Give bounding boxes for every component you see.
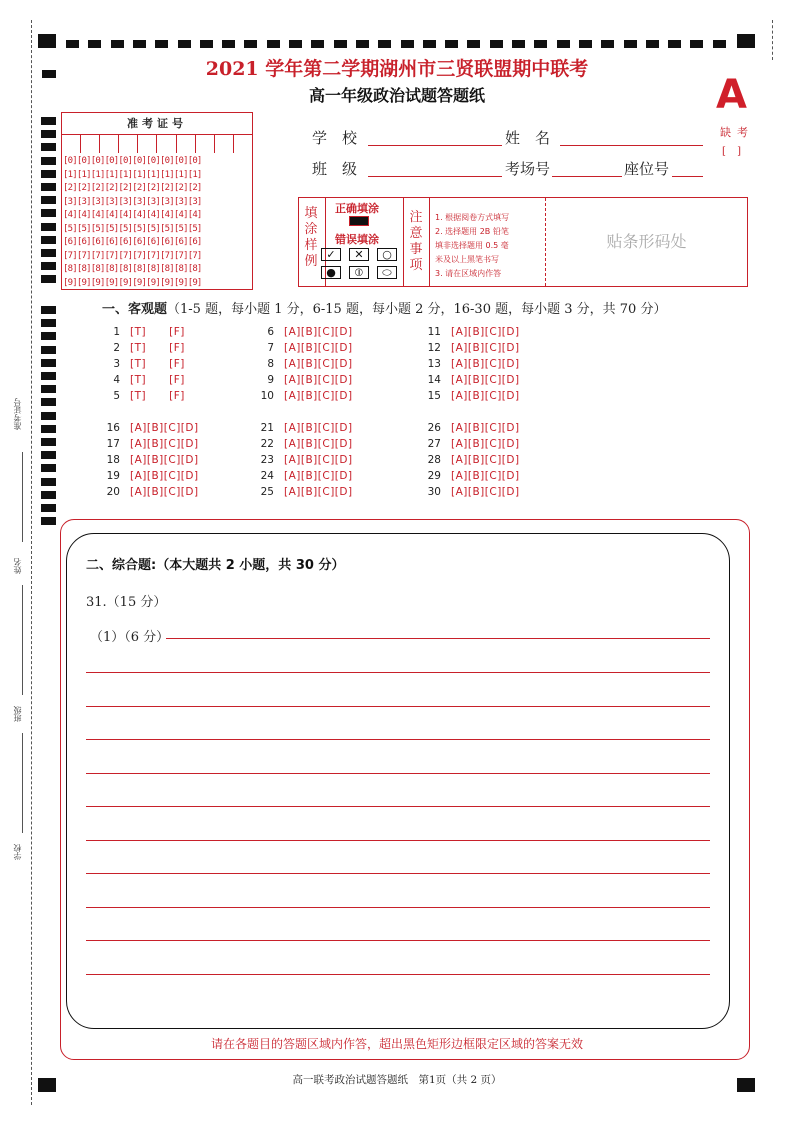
timing-mark <box>41 504 56 512</box>
fill-sample-box <box>298 197 748 287</box>
wrong-cross-icon: ✕ <box>349 248 369 261</box>
question-number: 23 <box>260 454 274 466</box>
timing-mark <box>41 275 56 283</box>
exam-id-bubble-row[interactable]: [6][6][6][6][6][6][6][6][6][6] <box>63 237 202 247</box>
question-number: 27 <box>427 438 441 450</box>
question-28[interactable] <box>425 454 520 466</box>
wrong-circle-icon: ○ <box>377 248 397 261</box>
timing-mark <box>41 398 56 406</box>
wrong-ellipse-icon: ⬭ <box>377 266 397 279</box>
side-rule <box>22 733 23 833</box>
timing-mark <box>133 40 146 48</box>
question-number: 18 <box>106 454 120 466</box>
answer-options[interactable]: [A][B][C][D] <box>451 326 520 338</box>
notice-heading: 注意事项 <box>409 210 423 273</box>
answer-options[interactable]: [A][B][C][D] <box>451 486 520 498</box>
question-6[interactable] <box>258 326 353 338</box>
answer-options[interactable]: [A][B][C][D] <box>451 422 520 434</box>
exam-id-bubble-row[interactable]: [9][9][9][9][9][9][9][9][9][9] <box>63 277 202 288</box>
question-number: 13 <box>427 358 441 370</box>
room-label: 考场号 <box>505 160 551 178</box>
timing-mark <box>41 412 56 420</box>
answer-line[interactable] <box>86 806 710 807</box>
timing-mark <box>41 372 56 380</box>
seat-label: 座位号 <box>624 160 670 178</box>
side-label-exam-id: 准考证号 <box>13 398 22 430</box>
question-23[interactable] <box>258 454 353 466</box>
answer-options[interactable]: [A][B][C][D] <box>284 438 353 450</box>
answer-options[interactable]: [A][B][C][D] <box>130 486 199 498</box>
answer-options[interactable]: [A][B][C][D] <box>130 470 199 482</box>
exam-id-write-cells[interactable] <box>62 135 252 153</box>
timing-mark <box>624 40 637 48</box>
exam-id-bubble-row[interactable]: [5][5][5][5][5][5][5][5][5][5] <box>63 223 202 234</box>
question-21[interactable] <box>258 422 353 434</box>
answer-line[interactable] <box>166 638 710 639</box>
notice-line: 填非选择题用 0.5 毫 <box>435 241 509 250</box>
question-29[interactable] <box>425 470 520 482</box>
timing-mark <box>579 40 592 48</box>
section1-title <box>102 298 666 317</box>
answer-options[interactable]: [T] [F] <box>130 374 185 386</box>
answer-options[interactable]: [A][B][C][D] <box>284 326 353 338</box>
timing-mark <box>41 306 56 314</box>
timing-mark <box>41 143 56 151</box>
timing-mark <box>490 40 503 48</box>
page-subtitle: 高一年级政治试题答题纸 <box>308 86 485 105</box>
timing-mark <box>289 40 302 48</box>
notice-line: 2. 选择题用 2B 铅笔 <box>435 227 509 236</box>
timing-mark <box>378 40 391 48</box>
timing-mark <box>41 346 56 354</box>
timing-mark <box>646 40 659 48</box>
exam-id-grid <box>61 112 253 290</box>
timing-mark <box>467 40 480 48</box>
question-10[interactable] <box>258 390 353 402</box>
answer-line[interactable] <box>86 739 710 740</box>
timing-mark <box>401 40 414 48</box>
answer-line[interactable] <box>86 706 710 707</box>
question-number: 11 <box>427 326 441 338</box>
class-field[interactable] <box>368 176 502 177</box>
corner-mark-top-left <box>38 34 56 48</box>
question-number: 28 <box>427 454 441 466</box>
exam-id-bubble-row[interactable]: [3][3][3][3][3][3][3][3][3][3] <box>63 196 202 207</box>
question-14[interactable] <box>425 374 520 386</box>
section1-title-bold: 一、客观题 <box>102 302 168 317</box>
side-label-name: 姓名 <box>13 558 22 574</box>
question-number: 19 <box>106 470 120 482</box>
seat-field[interactable] <box>672 176 703 177</box>
timing-mark <box>334 40 347 48</box>
question-number: 21 <box>260 422 274 434</box>
question-number: 26 <box>427 422 441 434</box>
timing-mark <box>41 183 56 191</box>
room-field[interactable] <box>552 176 622 177</box>
timing-mark <box>41 332 56 340</box>
name-field[interactable] <box>560 145 703 146</box>
paper-version-letter: A <box>716 72 747 118</box>
timing-mark <box>41 438 56 446</box>
question-22[interactable] <box>258 438 353 450</box>
question-26[interactable] <box>425 422 520 434</box>
barcode-area: 贴条形码处 <box>545 198 747 286</box>
timing-mark <box>41 209 56 217</box>
timing-mark <box>88 40 101 48</box>
question-number: 30 <box>427 486 441 498</box>
answer-line[interactable] <box>86 974 710 975</box>
notice-line: 1. 根据阅卷方式填写 <box>435 213 510 222</box>
name-label: 姓 名 <box>505 129 551 147</box>
timing-mark <box>41 319 56 327</box>
answer-line[interactable] <box>86 940 710 941</box>
timing-mark <box>41 249 56 257</box>
question-19[interactable] <box>104 470 199 482</box>
question-number: 10 <box>260 390 274 402</box>
timing-mark <box>66 40 79 48</box>
page-footer: 高一联考政治试题答题纸 第1页（共 2 页） <box>292 1074 502 1086</box>
section1-title-rest: （1-5 题，每小题 1 分，6-15 题，每小题 2 分，16-30 题，每小题 3 分，共 70 分） <box>167 302 667 317</box>
timing-mark <box>41 464 56 472</box>
wrong-check-icon: ✓ <box>321 248 341 261</box>
question-number: 20 <box>106 486 120 498</box>
answer-options[interactable]: [A][B][C][D] <box>130 438 199 450</box>
side-label-class: 班级 <box>13 706 22 722</box>
question-number: 14 <box>427 374 441 386</box>
question-12[interactable] <box>425 342 520 354</box>
answer-line[interactable] <box>86 840 710 841</box>
timing-mark <box>111 40 124 48</box>
timing-mark <box>41 425 56 433</box>
answer-options[interactable]: [A][B][C][D] <box>284 374 353 386</box>
question-number: 12 <box>427 342 441 354</box>
question-9[interactable] <box>258 374 353 386</box>
question-31-part-1-label: （1）（6 分） <box>90 630 170 645</box>
answer-options[interactable]: [T] [F] <box>130 326 185 338</box>
answer-options[interactable]: [A][B][C][D] <box>284 422 353 434</box>
question-30[interactable] <box>425 486 520 498</box>
question-31-label: 31.（15 分） <box>86 595 167 610</box>
question-2[interactable] <box>104 342 185 354</box>
section2-title: 二、综合题:（本大题共 2 小题，共 30 分） <box>86 558 345 573</box>
side-rule <box>22 585 23 695</box>
answer-options[interactable]: [A][B][C][D] <box>284 454 353 466</box>
timing-mark <box>41 223 56 231</box>
school-field[interactable] <box>368 145 502 146</box>
notice-line: 3. 请在区域内作答 <box>435 269 502 278</box>
timing-mark <box>690 40 703 48</box>
timing-mark <box>668 40 681 48</box>
timing-mark <box>178 40 191 48</box>
correct-fill-label: 正确填涂 <box>335 202 379 215</box>
answer-line[interactable] <box>86 873 710 874</box>
side-label-school: 学校 <box>13 844 22 860</box>
exam-id-bubble-row[interactable]: [2][2][2][2][2][2][2][2][2][2] <box>63 183 202 193</box>
timing-mark <box>534 40 547 48</box>
timing-mark <box>41 517 56 525</box>
timing-mark <box>601 40 614 48</box>
timing-mark <box>155 40 168 48</box>
binding-line <box>31 20 32 1105</box>
corner-mark-top-right <box>737 34 755 48</box>
question-4[interactable] <box>104 374 185 386</box>
answer-options[interactable]: [A][B][C][D] <box>284 390 353 402</box>
timing-mark <box>41 170 56 178</box>
timing-mark <box>267 40 280 48</box>
question-3[interactable] <box>104 358 185 370</box>
question-number: 15 <box>427 390 441 402</box>
answer-options[interactable]: [A][B][C][D] <box>451 342 520 354</box>
timing-mark <box>311 40 324 48</box>
timing-mark <box>41 359 56 367</box>
question-7[interactable] <box>258 342 353 354</box>
page-title: 2021 学年第二学期湖州市三贤联盟期中联考 <box>205 58 589 80</box>
question-25[interactable] <box>258 486 353 498</box>
correct-fill-swatch <box>349 216 369 226</box>
exam-id-label: 准考证号 <box>62 113 252 135</box>
question-18[interactable] <box>104 454 199 466</box>
answer-options[interactable]: [T] [F] <box>130 342 185 354</box>
question-number: 22 <box>260 438 274 450</box>
notice-line: 米及以上黑笔书写 <box>435 255 499 264</box>
question-13[interactable] <box>425 358 520 370</box>
timing-mark <box>41 385 56 393</box>
timing-mark <box>41 262 56 270</box>
question-5[interactable] <box>104 390 185 402</box>
question-16[interactable] <box>104 422 199 434</box>
question-number: 6 <box>267 326 274 338</box>
timing-mark <box>41 130 56 138</box>
answer-options[interactable]: [A][B][C][D] <box>284 470 353 482</box>
question-number: 8 <box>267 358 274 370</box>
question-number: 2 <box>113 342 120 354</box>
wrong-fill-label: 错误填涂 <box>335 233 379 246</box>
answer-options[interactable]: [A][B][C][D] <box>451 438 520 450</box>
timing-mark <box>41 117 56 125</box>
answer-options[interactable]: [A][B][C][D] <box>451 358 520 370</box>
exam-id-bubble-row[interactable]: [4][4][4][4][4][4][4][4][4][4] <box>63 210 202 220</box>
timing-mark <box>356 40 369 48</box>
exam-id-bubbles[interactable] <box>63 155 253 290</box>
answer-options[interactable]: [T] [F] <box>130 358 185 370</box>
answer-options[interactable]: [A][B][C][D] <box>284 486 353 498</box>
question-number: 9 <box>267 374 274 386</box>
answer-line[interactable] <box>86 773 710 774</box>
timing-mark <box>244 40 257 48</box>
timing-mark <box>41 491 56 499</box>
question-24[interactable] <box>258 470 353 482</box>
question-number: 29 <box>427 470 441 482</box>
answer-options[interactable]: [A][B][C][D] <box>451 470 520 482</box>
question-15[interactable] <box>425 390 520 402</box>
answer-options[interactable]: [A][B][C][D] <box>130 454 199 466</box>
exam-id-bubble-row[interactable]: [7][7][7][7][7][7][7][7][7][7] <box>63 250 202 261</box>
question-number: 4 <box>113 374 120 386</box>
question-number: 3 <box>113 358 120 370</box>
fill-sample-heading: 填涂样例 <box>304 206 318 269</box>
answer-line[interactable] <box>86 907 710 908</box>
timing-mark <box>41 236 56 244</box>
answer-region-warning: 请在各题目的答题区域内作答，超出黑色矩形边框限定区域的答案无效 <box>210 1037 583 1051</box>
timing-mark <box>557 40 570 48</box>
question-number: 5 <box>113 390 120 402</box>
school-label: 学 校 <box>312 129 358 147</box>
timing-mark <box>200 40 213 48</box>
question-27[interactable] <box>425 438 520 450</box>
timing-mark <box>423 40 436 48</box>
timing-mark <box>512 40 525 48</box>
question-number: 7 <box>267 342 274 354</box>
question-number: 25 <box>260 486 274 498</box>
answer-options[interactable]: [A][B][C][D] <box>451 454 520 466</box>
answer-options[interactable]: [T] [F] <box>130 390 185 402</box>
wrong-partial-icon: ⦶ <box>349 266 369 279</box>
answer-line[interactable] <box>86 672 710 673</box>
question-11[interactable] <box>425 326 520 338</box>
answer-options[interactable]: [A][B][C][D] <box>130 422 199 434</box>
answer-options[interactable]: [A][B][C][D] <box>284 358 353 370</box>
timing-mark <box>222 40 235 48</box>
timing-mark <box>41 157 56 165</box>
question-number: 16 <box>106 422 120 434</box>
question-20[interactable] <box>104 486 199 498</box>
question-1[interactable] <box>104 326 185 338</box>
question-17[interactable] <box>104 438 199 450</box>
divider <box>403 198 404 286</box>
timing-mark <box>41 451 56 459</box>
answer-options[interactable]: [A][B][C][D] <box>451 390 520 402</box>
side-rule <box>22 452 23 542</box>
exam-id-bubble-row[interactable]: [0][0][0][0][0][0][0][0][0][0] <box>63 156 202 166</box>
exam-id-bubble-row[interactable]: [8][8][8][8][8][8][8][8][8][8] <box>63 264 202 274</box>
answer-options[interactable]: [A][B][C][D] <box>284 342 353 354</box>
absent-checkbox[interactable]: [ ] <box>722 146 745 157</box>
wrong-dot-icon: ● <box>321 266 341 279</box>
absent-label: 缺考 <box>720 126 754 139</box>
timing-mark <box>713 40 726 48</box>
question-8[interactable] <box>258 358 353 370</box>
divider <box>429 198 430 286</box>
question-number: 17 <box>106 438 120 450</box>
answer-options[interactable]: [A][B][C][D] <box>451 374 520 386</box>
class-label: 班 级 <box>312 160 358 178</box>
question-number: 1 <box>113 326 120 338</box>
timing-mark <box>41 196 56 204</box>
question-number: 24 <box>260 470 274 482</box>
exam-id-bubble-row[interactable]: [1][1][1][1][1][1][1][1][1][1] <box>63 169 202 180</box>
timing-mark <box>41 478 56 486</box>
timing-mark <box>445 40 458 48</box>
